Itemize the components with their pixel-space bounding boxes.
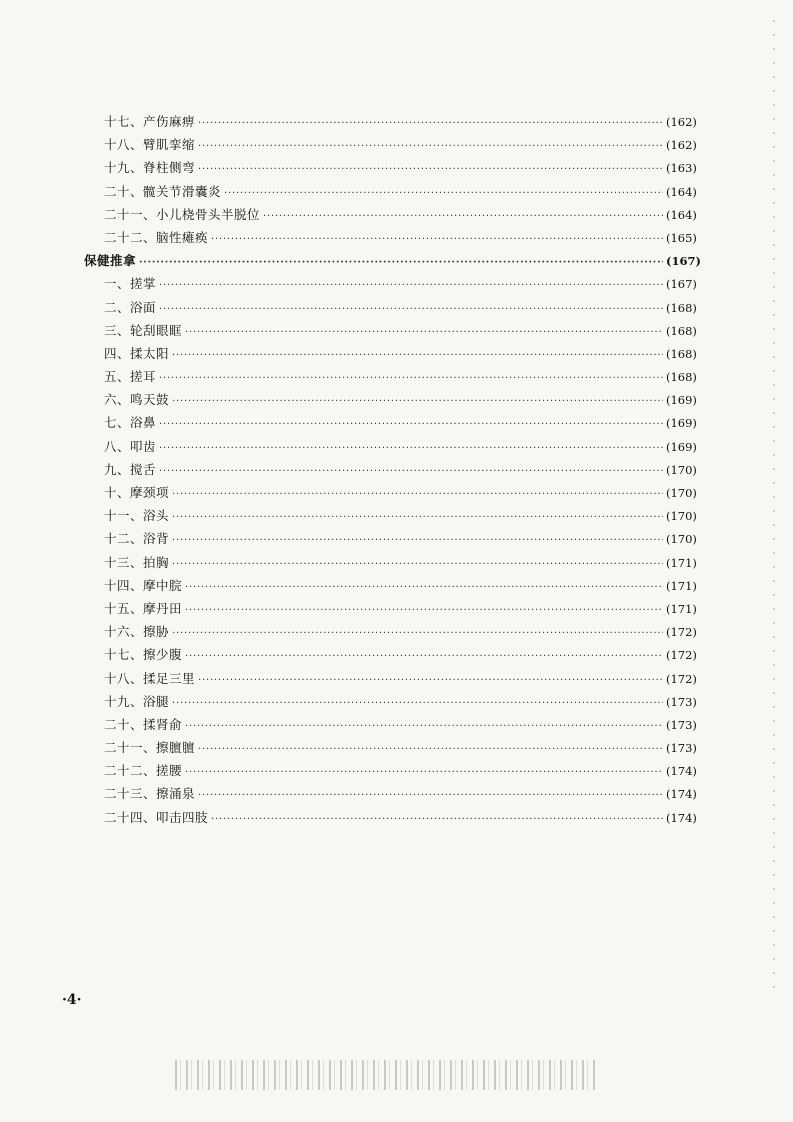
toc-entry (84, 620, 714, 643)
toc-entry-title: 四、揉太阳 (104, 345, 170, 361)
toc-entry-title: 十四、摩中脘 (104, 577, 183, 593)
toc-entry (84, 736, 714, 759)
scan-edge-artifact (773, 20, 775, 1000)
toc-dot-leader (198, 158, 663, 181)
toc-dot-leader (211, 228, 663, 251)
toc-entry (84, 342, 714, 365)
toc-dot-leader (185, 761, 663, 784)
toc-entry-page: (170) (666, 486, 697, 500)
toc-entry-page: (164) (666, 207, 697, 222)
toc-entry (84, 597, 714, 620)
toc-entry-title: 七、浴鼻 (104, 415, 157, 431)
toc-dot-leader (185, 645, 663, 668)
toc-entry-title: 十七、擦少腹 (104, 647, 183, 663)
toc-entry-title: 二十三、擦涌泉 (104, 786, 196, 802)
page-number: ·4· (62, 992, 82, 1008)
toc-dot-leader (159, 274, 663, 297)
toc-dot-leader (185, 599, 663, 622)
toc-entry (84, 782, 714, 805)
toc-entry (84, 643, 714, 666)
toc-dot-leader (172, 344, 663, 367)
toc-entry-title: 十一、浴头 (104, 508, 170, 524)
toc-entry (84, 574, 714, 597)
toc-entry-title: 十二、浴背 (104, 531, 170, 547)
toc-entry-page: (169) (666, 416, 697, 431)
toc-entry-page: (171) (666, 555, 697, 570)
toc-entry-title: 保健推拿 (84, 253, 137, 269)
toc-entry-page: (172) (666, 671, 697, 686)
toc-dot-leader (159, 413, 663, 436)
toc-entry-title: 一、搓掌 (104, 276, 157, 292)
toc-dot-leader (172, 553, 663, 576)
toc-entry-page: (167) (666, 254, 701, 269)
toc-entry-title: 十、摩颈项 (104, 485, 170, 500)
toc-entry-title: 九、搅舌 (104, 461, 157, 477)
toc-entry (84, 272, 714, 295)
toc-section-entry (84, 249, 714, 272)
toc-entry-page: (168) (666, 300, 697, 315)
toc-dot-leader (159, 298, 663, 321)
toc-entry-title: 十八、臂肌挛缩 (104, 137, 196, 153)
toc-entry-page: (173) (666, 741, 697, 756)
toc-entry (84, 110, 714, 133)
toc-dot-leader (172, 390, 663, 413)
toc-entry-title: 二十二、脑性瘫痪 (104, 229, 209, 245)
toc-dot-leader (263, 205, 663, 228)
toc-entry (84, 296, 714, 319)
toc-dot-leader (211, 808, 663, 831)
toc-entry-page: (174) (666, 787, 697, 802)
toc-entry (84, 388, 714, 411)
toc-entry-title: 十八、揉足三里 (104, 670, 196, 686)
toc-entry (84, 667, 714, 690)
toc-entry-page: (170) (666, 462, 697, 477)
toc-entry-page: (165) (666, 230, 697, 245)
toc-dot-leader (172, 529, 663, 552)
table-of-contents (84, 110, 714, 829)
toc-entry-page: (174) (666, 764, 697, 779)
toc-entry (84, 806, 714, 829)
toc-entry (84, 435, 714, 458)
toc-entry-title: 三、轮刮眼眶 (104, 322, 183, 338)
toc-entry-title: 十七、产伤麻痹 (104, 114, 196, 129)
toc-entry-title: 二、浴面 (104, 299, 157, 315)
toc-entry-page: (173) (666, 717, 697, 732)
toc-entry-title: 十九、脊柱侧弯 (104, 160, 196, 176)
toc-entry (84, 203, 714, 226)
toc-dot-leader (185, 576, 663, 599)
toc-dot-leader (198, 112, 663, 135)
toc-entry-title: 十五、摩丹田 (104, 600, 183, 616)
toc-entry-page: (173) (666, 694, 697, 709)
toc-entry-title: 二十二、搓腰 (104, 763, 183, 779)
toc-entry (84, 551, 714, 574)
toc-dot-leader (198, 135, 663, 158)
toc-entry-title: 五、搓耳 (104, 369, 157, 385)
toc-dot-leader (159, 460, 663, 483)
toc-entry (84, 690, 714, 713)
toc-dot-leader (172, 483, 663, 506)
toc-entry-title: 二十一、擦膻膻 (104, 740, 196, 756)
toc-entry (84, 713, 714, 736)
toc-dot-leader (172, 506, 663, 529)
toc-dot-leader (198, 784, 663, 807)
toc-entry-title: 六、鸣天鼓 (104, 392, 170, 408)
toc-dot-leader (172, 692, 663, 715)
toc-entry (84, 156, 714, 179)
toc-entry-title: 十六、擦胁 (104, 624, 170, 640)
toc-entry-page: (171) (666, 578, 697, 593)
toc-entry-page: (162) (666, 138, 697, 153)
toc-dot-leader (185, 715, 663, 738)
toc-entry (84, 133, 714, 156)
toc-entry (84, 365, 714, 388)
toc-dot-leader (198, 669, 663, 692)
toc-entry (84, 527, 714, 550)
toc-entry-title: 二十一、小儿桡骨头半脱位 (104, 206, 261, 222)
toc-entry-page: (172) (666, 648, 697, 663)
toc-entry (84, 759, 714, 782)
toc-entry (84, 411, 714, 434)
toc-entry-page: (167) (666, 277, 697, 292)
toc-dot-leader (139, 251, 663, 274)
toc-entry (84, 180, 714, 203)
toc-dot-leader (172, 622, 663, 645)
toc-dot-leader (224, 182, 663, 205)
toc-dot-leader (159, 367, 663, 390)
toc-dot-leader (185, 321, 663, 344)
toc-entry-title: 八、叩齿 (104, 438, 157, 454)
toc-entry-page: (170) (666, 509, 697, 524)
toc-entry-page: (163) (666, 161, 697, 176)
toc-entry-page: (172) (666, 625, 697, 640)
toc-entry (84, 319, 714, 342)
toc-entry-page: (168) (666, 370, 697, 385)
toc-entry-title: 十三、拍胸 (104, 554, 170, 570)
scan-noise-artifact (175, 1060, 595, 1090)
toc-entry-title: 十九、浴腿 (104, 693, 170, 709)
toc-entry-page: (168) (666, 323, 697, 338)
toc-entry-page: (169) (666, 393, 697, 408)
toc-dot-leader (198, 738, 663, 761)
toc-entry (84, 458, 714, 481)
toc-entry (84, 481, 714, 504)
toc-entry-page: (171) (666, 601, 697, 616)
toc-entry-page: (164) (666, 184, 697, 199)
toc-entry-page: (162) (666, 115, 697, 129)
toc-entry-title: 二十、揉肾俞 (104, 716, 183, 732)
toc-entry-title: 二十四、叩击四肢 (104, 809, 209, 825)
toc-entry-title: 二十、髋关节滑囊炎 (104, 183, 222, 199)
toc-entry-page: (169) (666, 439, 697, 454)
toc-entry (84, 226, 714, 249)
toc-entry (84, 504, 714, 527)
toc-entry-page: (170) (666, 532, 697, 547)
toc-entry-page: (168) (666, 346, 697, 361)
toc-dot-leader (159, 437, 663, 460)
toc-entry-page: (174) (666, 810, 697, 825)
